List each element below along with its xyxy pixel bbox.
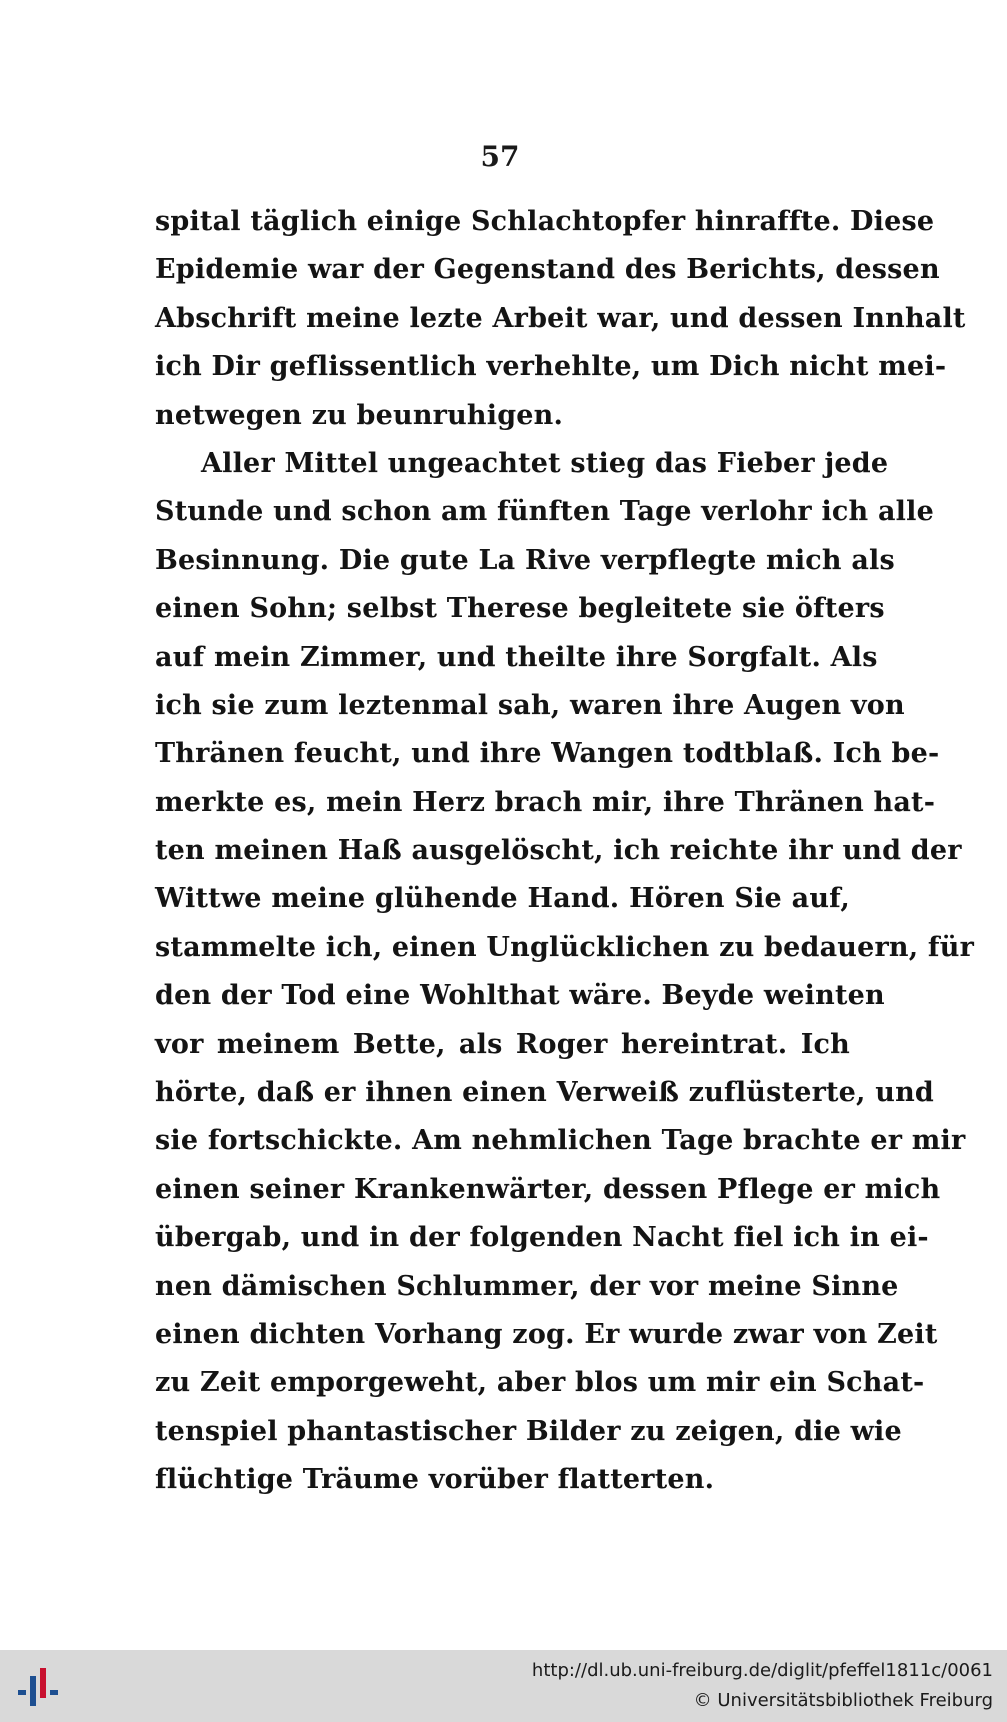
text-line: vor meinem Bette, als Roger hereintrat. Ich — [155, 1028, 850, 1060]
text-line: ich sie zum leztenmal sah, waren ihre Augen von — [155, 689, 905, 721]
text-line: ten meinen Haß ausgelöscht, ich reichte ihr und der — [155, 835, 962, 867]
text-line: spital täglich einige Schlachtopfer hinraffte. Diese — [155, 206, 935, 237]
text-line: den der Tod eine Wohlthat wäre. Beyde weinten — [155, 980, 885, 1012]
text-line: stammelte ich, einen Unglücklichen zu bedauern, für — [155, 931, 975, 963]
footer-bar — [0, 1650, 1007, 1722]
text-line: netwegen zu beunruhigen. — [155, 399, 564, 431]
source-url-link[interactable]: http://dl.ub.uni-freiburg.de/diglit/pfeffel1811c/0061 — [531, 1660, 993, 1681]
text-line: Abschrift meine lezte Arbeit war, und dessen Innhalt — [155, 302, 966, 334]
text-line: Epidemie war der Gegenstand des Berichts, dessen — [155, 254, 940, 286]
page-text-block — [155, 198, 975, 1505]
text-line: einen Sohn; selbst Therese begleitete sie öfters — [155, 593, 885, 625]
text-line: sie fortschickte. Am nehmlichen Tage brachte er mir — [155, 1125, 966, 1157]
text-line: auf mein Zimmer, und theilte ihre Sorgfalt. Als — [155, 641, 878, 673]
text-line: Wittwe meine glühende Hand. Hören Sie auf, — [155, 883, 850, 915]
text-line: Aller Mittel ungeachtet stieg das Fieber jede — [201, 447, 889, 479]
copyright-notice: © Universitätsbibliothek Freiburg — [693, 1690, 993, 1711]
text-line: Stunde und schon am fünften Tage verlohr ich alle — [155, 496, 934, 528]
text-line: hörte, daß er ihnen einen Verweiß zuflüsterte, und — [155, 1077, 934, 1109]
text-line: zu Zeit emporgeweht, aber blos um mir ein Schat- — [155, 1367, 925, 1399]
ub-freiburg-logo-icon — [14, 1664, 62, 1712]
page-number: 57 — [480, 140, 520, 173]
text-line: tenspiel phantastischer Bilder zu zeigen, die wie — [155, 1415, 902, 1447]
text-line: Thränen feucht, und ihre Wangen todtblaß. Ich be- — [155, 738, 940, 770]
text-line: übergab, und in der folgenden Nacht fiel ich in ei- — [155, 1222, 929, 1254]
text-line: nen dämischen Schlummer, der vor meine Sinne — [155, 1270, 899, 1302]
text-line: ich Dir geflissentlich verhehlte, um Dich nicht mei- — [155, 351, 947, 383]
text-line: einen dichten Vorhang zog. Er wurde zwar von Zeit — [155, 1318, 938, 1350]
text-line: merkte es, mein Herz brach mir, ihre Thränen hat- — [155, 786, 936, 818]
text-line: Besinnung. Die gute La Rive verpflegte mich als — [155, 544, 895, 576]
text-line: flüchtige Träume vorüber flatterten. — [155, 1464, 715, 1496]
text-line: einen seiner Krankenwärter, dessen Pflege er mich — [155, 1173, 941, 1205]
